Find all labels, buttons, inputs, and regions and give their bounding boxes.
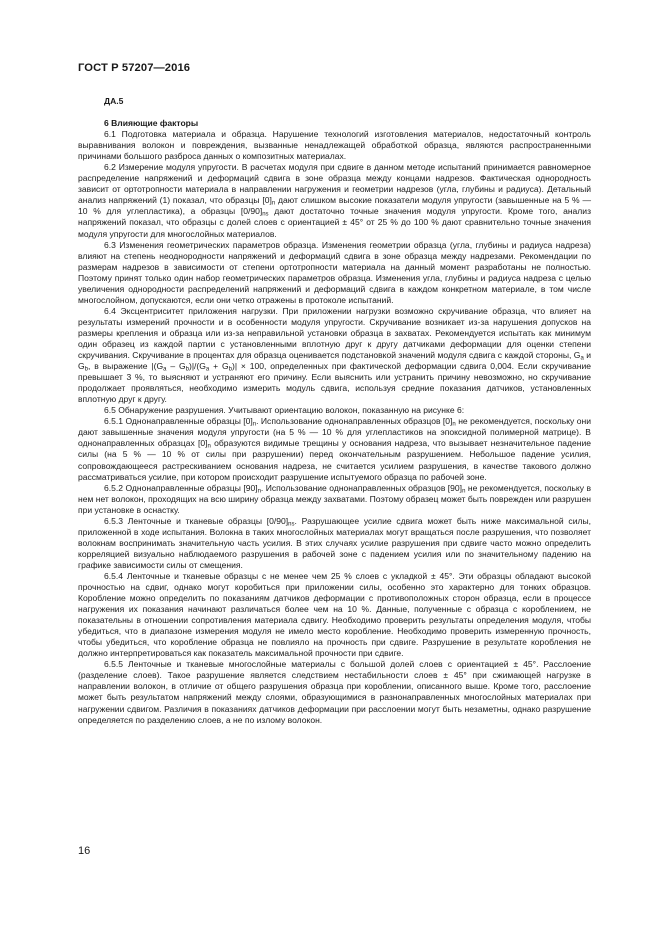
subscript: ns — [288, 521, 295, 528]
subscript: n — [207, 443, 211, 450]
section-title: 6 Влияющие факторы — [104, 118, 199, 129]
text-run: – G — [166, 361, 186, 372]
text-run: 6.5.1 Однонаправленные образцы [0] — [104, 416, 253, 427]
text-run: 6.2 Измерение модуля упругости. В расчетах модуля при сдвиге в данном методе испытаний принимается равномерное распределение напряжений и деформаций сдвига в зоне образца между концами надрезов. Фактическая однородность зависит от ортотропности материала в направлении нагружения и геометрии надрезов (угла, глубины и радиуса). Детальный анализ напряжений (1) показал, что образцы [0] — [78, 162, 591, 206]
text-run: )| × 100, определенных при фактической деформации сдвига 0,004. Если скручивание превышает 3 %, то выясняют и устраняют его причину. Если выяснить или устранить причину невозможно, но скручивание продолжает проявляться, необходимо измерить модуль сдвига, используя средние показания датчиков, установленных вплотную друг к другу. — [78, 361, 591, 405]
text-run: дают достаточно точные значения модуля упругости. Кроме того, анализ напряжений показал, что образцы с долей слоев с ориентацией ± 45° от 25 % до 100 % дают сравнительно точные значения модуля упругости для многослойных материалов. — [78, 206, 591, 239]
subscript: b — [228, 366, 232, 373]
subscript: n — [452, 421, 456, 428]
text-run: 6.5.2 Однонаправленные образцы [90] — [104, 482, 258, 493]
subscript: a — [163, 366, 167, 373]
text-run: 6.5.3 Ленточные и тканевые образцы [0/90] — [104, 515, 289, 526]
text-run: 6.5.5 Ленточные и тканевые многослойные материалы с большой долей слоев с ориентацией ± 45°. Расслоение (разделение слоев). Такое разрушение является следствием нестабильности слоев ± 45° при сжимающей нагрузке в направлении волокон, в отличие от общего разрушения образца при короблении, описанного выше. Кроме того, расслоение может быть результатом напряжений между слоями, образующимися в разнонаправленных многослойных материалах при нагружении сдвигом. Различия в показаниях датчиков деформации при расслоении могут быть незаметны, однако разрушение определяется по разделению слоев, а не по излому волокон. — [78, 659, 591, 725]
appendix-label: ДА.5 — [104, 96, 124, 106]
document-body — [78, 96, 591, 726]
paragraph — [78, 405, 591, 416]
text-run: . Разрушающее усилие сдвига может быть ниже максимальной силы, приложенной в ходе испытания. Волокна в таких многослойных материалах могут вращаться после разрушения, что позволяет волокнам воспринимать значительную часть усилия. В этих случаях усилие разрушения при сдвиге часто можно определить корреляцией визуально наблюдаемого разрушения в рабочей зоне с падением усилия или по значительному падению на графике зависимости силы от смещения. — [78, 515, 591, 570]
subscript: n — [462, 488, 466, 495]
paragraph-list — [78, 129, 591, 726]
text-run: . Использование однонаправленных образцов [0] — [256, 416, 453, 427]
subscript: a — [205, 366, 210, 373]
subscript: n — [257, 488, 261, 495]
page-number: 16 — [78, 845, 91, 857]
text-run: дают слишком высокие показатели модуля упругости (завышенные на 5 % — 10 % для углепластика), а образцы [0/90] — [78, 195, 591, 217]
text-run: и G — [78, 350, 591, 372]
document-header: ГОСТ Р 57207—2016 — [78, 62, 191, 74]
text-run: образуются видимые трещины у основания надреза, что вызывает незначительное падение силы (на 5 % — 10 % от силы при разрушении) перед окончательным разрушением. Небольшое падение усилия, сопровождающееся растрескиванием основания надреза, не считается усилием разрушения, в качестве такового должно рассматриваться усилие, при котором происходит разрушение испытуемого образца по рабочей зоне. — [78, 438, 591, 482]
text-run: не рекомендуется, поскольку они дают завышенные значения модуля упругости (на 5 % — 10 % для углепластиков на эпоксидной полимерной матрице). В однонаправленных образцах [0] — [78, 416, 591, 449]
paragraph — [78, 306, 591, 405]
text-run: 6.3 Изменения геометрических параметров образца. Изменения геометрии образца (угла, глубины и радиуса надреза) влияют на степень неоднородности напряжений и деформаций сдвига в зоне образца между надрезами. Рекомендации по размерам надрезов в зависимости от степени ортотропности материала на данный момент разработаны не полностью. Поэтому принят только один набор геометрических параметров образца. Изменения угла, глубины и радиуса надреза с целью увеличения однородности распределений напряжений и деформаций сдвига в каждом конкретном материале, в том числе многослойном, допускаются, если они четко отражены в протоколе испытаний. — [78, 239, 591, 305]
subscript: ns — [262, 211, 269, 218]
paragraph — [78, 659, 591, 725]
paragraph — [78, 129, 591, 162]
text-run: 6.4 Эксцентриситет приложения нагрузки. При приложении нагрузки возможно скручивание образца, что влияет на результаты измерений прочности и в особенности модуля упругости. Скручивание возникает из-за нарушения допусков на размеры крепления и образца или из-за неправильной установки образца в захватах. Рекомендуется испытать как минимум один образец из каждой партии с установленными вплотную друг к другу датчиками деформации для оценки степени скручивания. Скручивание в процентах для образца оценивается подстановкой значений модуля сдвига с каждой стороны, G — [78, 305, 591, 361]
subscript: n — [252, 421, 257, 428]
paragraph — [78, 516, 591, 571]
text-run: 6.5 Обнаружение разрушения. Учитывают ориентацию волокон, показанную на рисунке 6: — [104, 405, 465, 416]
text-run: . Использование однонаправленных образцов [90] — [260, 482, 463, 493]
text-run: )|/(G — [188, 361, 206, 372]
text-run: 6.5.4 Ленточные и тканевые образцы с не менее чем 25 % слоев с укладкой ± 45°. Эти образцы обладают высокой прочностью на сдвиг, однако могут коробиться при приложении силы, особенно это характерно для тонких образцов. Коробление можно определить по показаниям датчиков деформации с противоположных сторон образца, если в процессе нагружения их показания начинают различаться более чем на 10 %. Данные, полученные с образца с короблением, не показательны в отношении сопротивления материала сдвигу. Необходимо проверить результаты определения модуля, чтобы убедиться, что в диапазоне измерения модуля не имело место коробление. Необходимо проверить измеренную прочность, чтобы убедиться, что коробление образца не повлияло на прочность при сдвиге. Разрушение в результате коробления не должно интерпретироваться как показатель максимальной прочности при сдвиге. — [78, 570, 591, 659]
paragraph — [78, 571, 591, 659]
paragraph — [78, 483, 591, 516]
subscript: n — [271, 200, 276, 207]
paragraph — [78, 416, 591, 482]
text-run: , в выражение |(G — [88, 361, 164, 372]
subscript: b — [185, 366, 189, 373]
text-run: + G — [209, 361, 229, 372]
paragraph — [78, 162, 591, 239]
text-run: не рекомендуется, поскольку в нем нет волокон, проходящих на всю ширину образца между захватами. Поэтому образец может быть поврежден или разрушен при установке в оснастку. — [78, 482, 591, 515]
subscript: b — [84, 366, 88, 373]
subscript: a — [580, 355, 584, 362]
paragraph — [78, 240, 591, 306]
text-run: 6.1 Подготовка материала и образца. Нарушение технологий изготовления материалов, недостаточный контроль выравнивания волокон и повреждения, вызванные ненадлежащей обработкой образца, являются распространенными причинами большого разброса данных о композитных материалах. — [78, 129, 591, 162]
